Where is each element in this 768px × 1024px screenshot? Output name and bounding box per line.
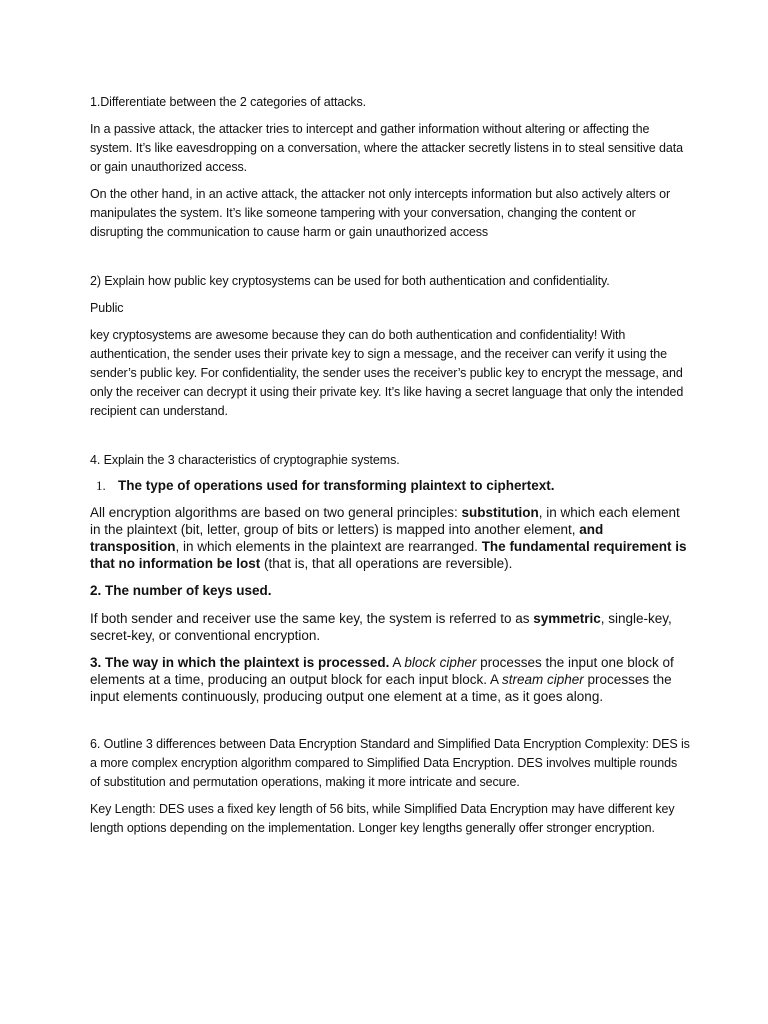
symmetric-term: symmetric [533, 611, 601, 626]
q4-item-1-heading: The type of operations used for transforming plaintext to ciphertext. [118, 478, 555, 493]
text-run: processes the input elements continuously, producing output one element at a time, as it goes along. [90, 672, 672, 704]
text-run: , single-key, secret-key, or conventional encryption. [90, 611, 672, 643]
q4-keys-paragraph [90, 610, 690, 644]
q1-passive-paragraph: In a passive attack, the attacker tries to intercept and gather information without altering or affecting the system. It’s like eavesdropping on a conversation, where the attacker secretly listens in to steal sensitive data or gain unauthorized access. [90, 122, 683, 174]
fundamental-requirement-term: The fundamental requirement is that no information be lost [90, 539, 687, 571]
substitution-term: substitution [461, 505, 539, 520]
q4-item-2-heading: 2. The number of keys used. [90, 583, 272, 598]
text-run: If both sender and receiver use the same key, the system is referred to as [90, 611, 534, 626]
q4-principles-paragraph [90, 504, 690, 572]
q1-active-paragraph: On the other hand, in an active attack, the attacker not only intercepts information but also actively alters or manipulates the system. It’s like someone tampering with your conversation, changing the content or disrupting the communication to cause harm or gain unauthorized access [90, 187, 671, 239]
text-run: A [389, 655, 405, 670]
q2-public-word: Public [90, 301, 124, 315]
q6-key-length-paragraph: Key Length: DES uses a fixed key length of 56 bits, while Simplified Data Encryption may have different key length options depending on the implementation. Longer key lengths generally offer stronger encryption. [90, 802, 675, 835]
q1-title: 1.Differentiate between the 2 categories of attacks. [90, 95, 366, 109]
stream-cipher-term: stream cipher [502, 672, 584, 687]
text-run: , in which each element in the plaintext (bit, letter, group of bits or letters) is mapped into another element, [90, 505, 680, 537]
q4-item-1-number: 1. [96, 478, 106, 493]
text-run: All encryption algorithms are based on two general principles: [90, 505, 462, 520]
q2-body-paragraph: key cryptosystems are awesome because they can do both authentication and confidentiality! With authentication, the sender uses their private key to sign a message, and the receiver can verify it using the sender’s public key. For confidentiality, the sender uses the receiver’s public key to encrypt the message, and only the receiver can decrypt it using their private key. It’s like having a secret language that only the intended recipient can understand. [90, 328, 684, 418]
q4-processing-paragraph [90, 654, 690, 705]
block-cipher-term: block cipher [404, 655, 477, 670]
text-run: , in which elements in the plaintext are rearranged. [175, 539, 482, 554]
text-run: (that is, that all operations are reversible). [260, 556, 513, 571]
text-run: processes the input one block of elements at a time, producing an output block for each input block. A [90, 655, 674, 687]
q6-paragraph: 6. Outline 3 differences between Data Encryption Standard and Simplified Data Encryption Complexity: DES is a more complex encryption algorithm compared to Simplified Data Encryption. DES involves multiple rounds of substitution and permutation operations, making it more intricate and secure. [90, 737, 690, 789]
transposition-term: and transposition [90, 522, 604, 554]
q4-title: 4. Explain the 3 characteristics of cryptographie systems. [90, 453, 400, 467]
q2-title: 2) Explain how public key cryptosystems can be used for both authentication and confidentiality. [90, 274, 610, 288]
document-page [90, 93, 690, 846]
q4-item-1 [90, 478, 690, 494]
q4-item-3-heading: 3. The way in which the plaintext is processed. [90, 655, 390, 670]
